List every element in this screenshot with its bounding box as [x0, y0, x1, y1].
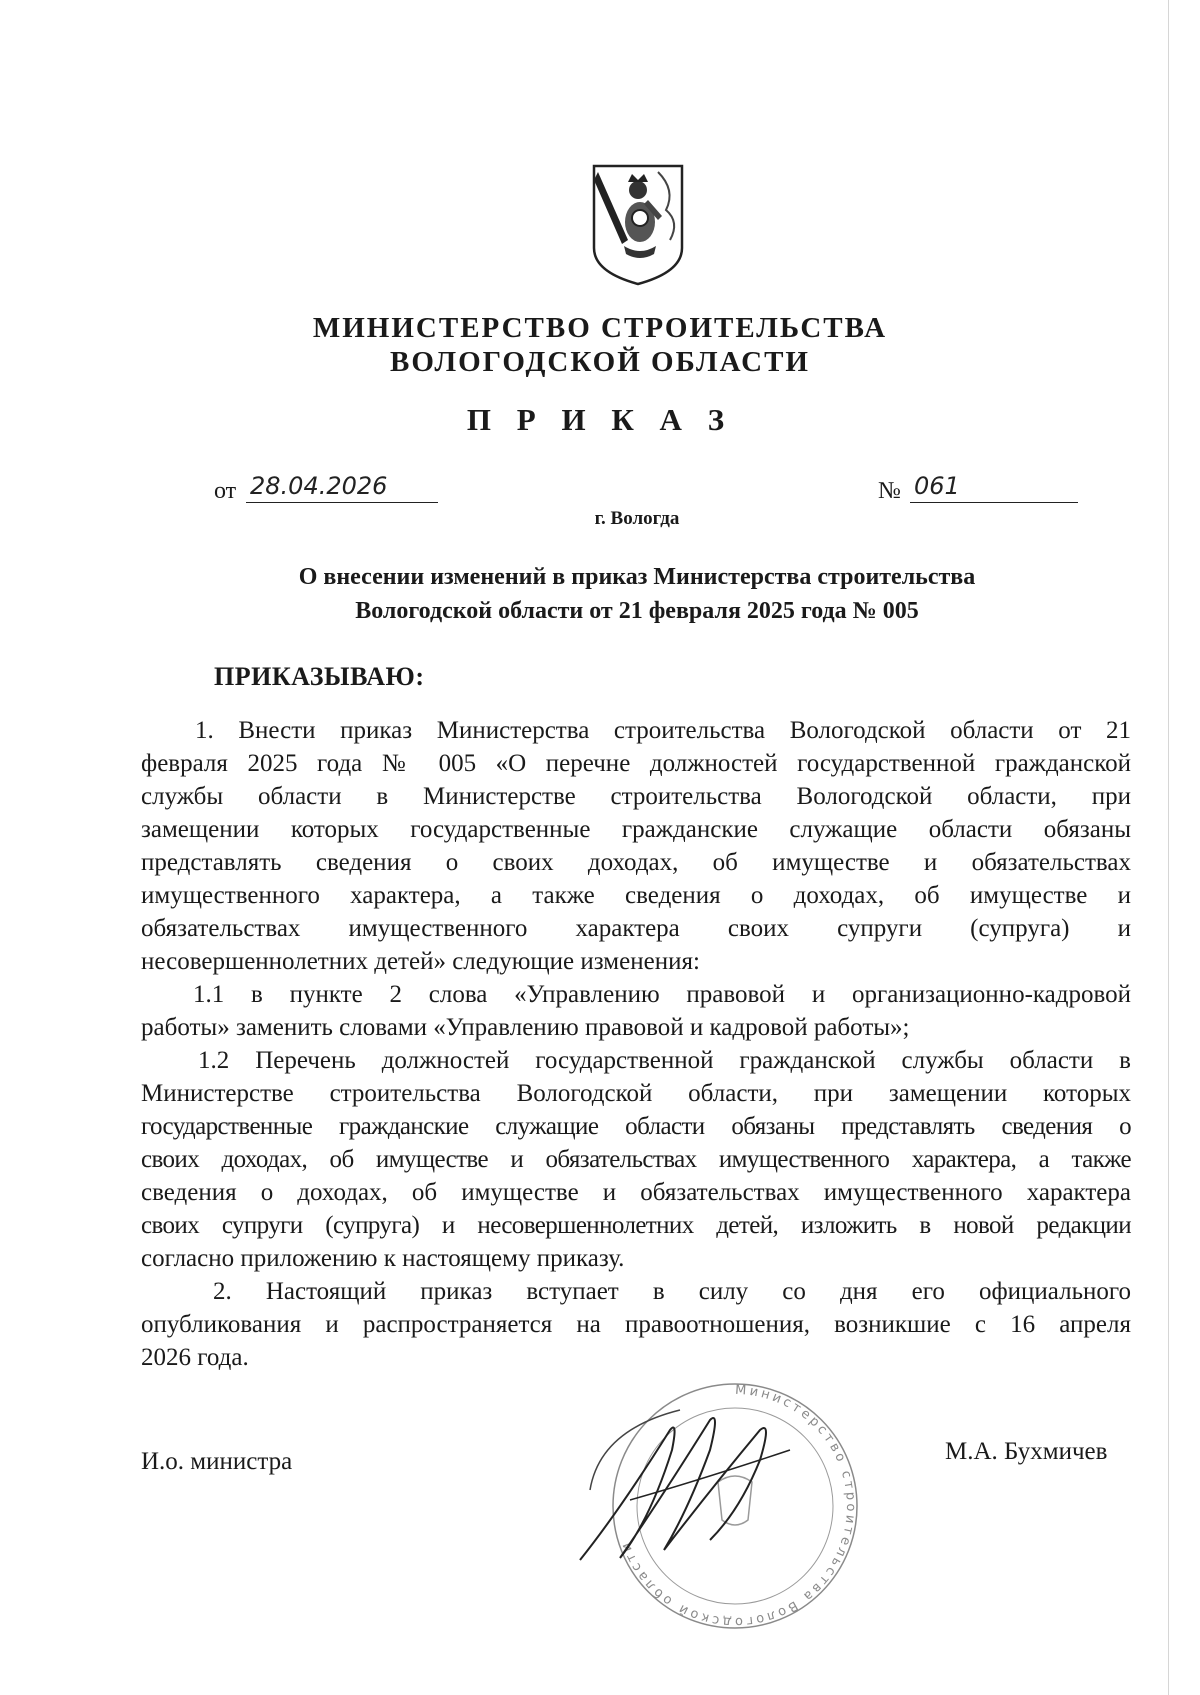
signatory-role: И.о. министра [141, 1448, 293, 1475]
body-line: февраля 2025 года № 005 «О перечне должностей государственной гражданской [141, 750, 1131, 777]
body-line: опубликования и распространяется на правоотношения, возникшие с 16 апреля [141, 1311, 1131, 1338]
body-line: представлять сведения о своих доходах, об имуществе и обязательствах [141, 849, 1131, 876]
body-line: службы области в Министерстве строительства Вологодской области, при [141, 783, 1131, 810]
city-label: г. Вологда [594, 508, 680, 529]
ministry-name-line1: МИНИСТЕРСТВО СТРОИТЕЛЬСТВА [312, 312, 888, 344]
body-line: 1.2 Перечень должностей государственной гражданской службы области в [198, 1047, 1131, 1074]
body-line: замещении которых государственные гражданские служащие области обязаны [141, 816, 1131, 843]
document-type-title: П Р И К А З [466, 402, 734, 437]
scan-edge-line [1168, 0, 1169, 1695]
subject-line2: Вологодской области от 21 февраля 2025 года № 005 [355, 598, 919, 624]
signatory-name: М.А. Бухмичев [945, 1438, 1108, 1465]
ministry-name-line2: ВОЛОГОДСКОЙ ОБЛАСТИ [390, 346, 810, 378]
subject-line1: О внесении изменений в приказ Министерства строительства [298, 564, 976, 590]
number-value: 061 [914, 472, 960, 500]
body-line: своих доходах, об имуществе и обязательствах имущественного характера, а также [141, 1146, 1131, 1173]
body-line: 2. Настоящий приказ вступает в силу со дня его официального [213, 1278, 1131, 1305]
seal-ring-text: Министерство строительства Вологодской области [617, 1382, 859, 1630]
date-field [246, 472, 438, 503]
body-line: 2026 года. [141, 1344, 249, 1371]
body-line: 1. Внести приказ Министерства строительства Вологодской области от 21 [195, 717, 1131, 744]
body-line: своих супруги (супруга) и несовершеннолетних детей, изложить в новой редакции [141, 1212, 1131, 1239]
number-field [910, 472, 1078, 503]
body-line: имущественного характера, а также сведения о доходах, об имуществе и [141, 882, 1131, 909]
date-label: от [214, 478, 237, 504]
body-line: сведения о доходах, об имуществе и обязательствах имущественного характера [141, 1179, 1131, 1206]
body-line: Министерстве строительства Вологодской области, при замещении которых [141, 1080, 1131, 1107]
number-label: № [878, 478, 901, 504]
body-line: обязательствах имущественного характера своих супруги (супруга) и [141, 915, 1131, 942]
date-value: 28.04.2026 [250, 472, 388, 500]
body-line: 1.1 в пункте 2 слова «Управлению правовой и организационно-кадровой [193, 981, 1131, 1008]
body-line: согласно приложению к настоящему приказу. [141, 1245, 625, 1272]
body-line: несовершеннолетних детей» следующие изменения: [141, 948, 700, 975]
body-line: работы» заменить словами «Управлению правовой и кадровой работы»; [141, 1014, 910, 1041]
handwritten-signature [560, 1390, 820, 1570]
coat-of-arms-emblem [588, 160, 688, 290]
order-directive: ПРИКАЗЫВАЮ: [214, 662, 425, 691]
body-line: государственные гражданские служащие области обязаны представлять сведения о [141, 1113, 1131, 1140]
